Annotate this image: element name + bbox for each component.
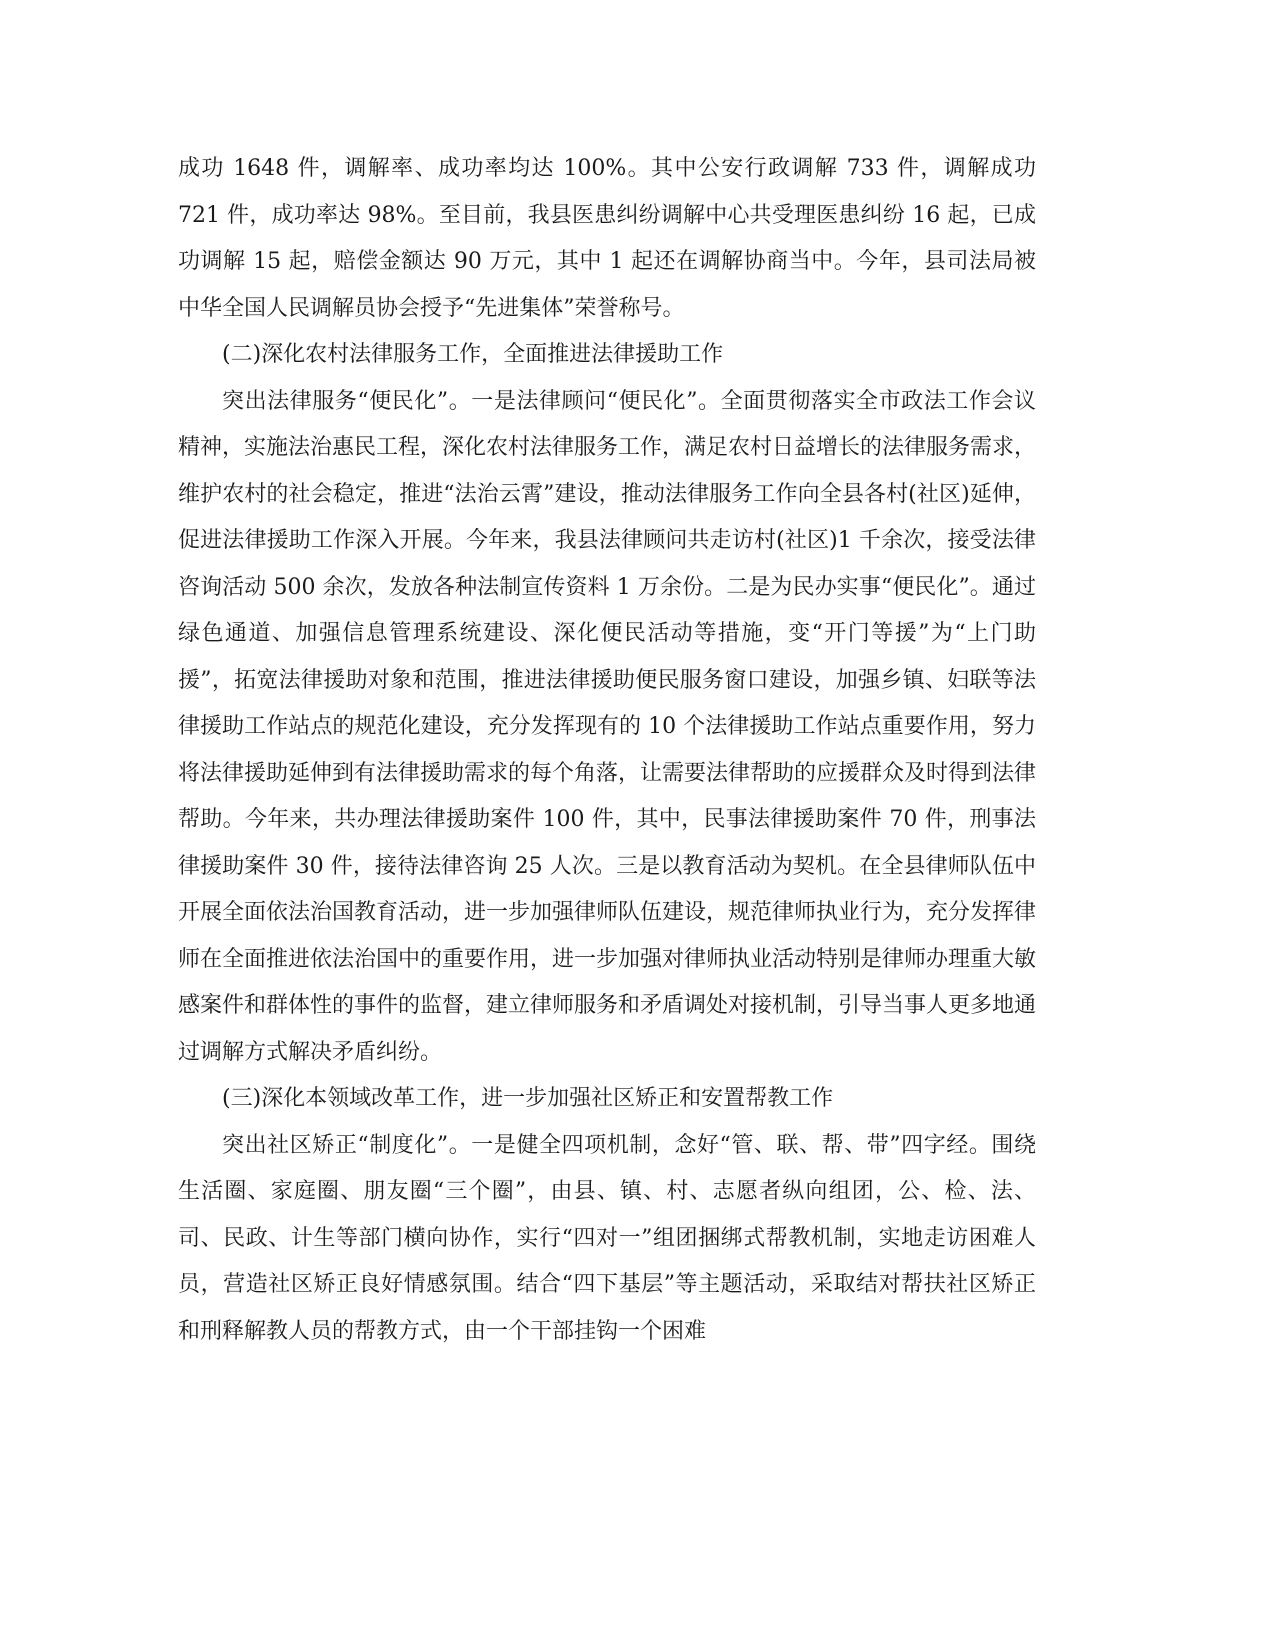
document-body [178,146,1036,1355]
paragraph-community-correction: 突出社区矫正“制度化”。一是健全四项机制，念好“管、联、帮、带”四字经。围绕生活圈、家庭圈、朋友圈“三个圈”，由县、镇、村、志愿者纵向组团，公、检、法、司、民政、计生等部门横向协作，实行“四对一”组团捆绑式帮教机制，实地走访困难人员，营造社区矫正良好情感氛围。结合“四下基层”等主题活动，采取结对帮扶社区矫正和刑释解教人员的帮教方式，由一个干部挂钩一个困难 [178,1132,1036,1344]
section-heading-3: (三)深化本领域改革工作，进一步加强社区矫正和安置帮教工作 [222,1086,834,1111]
paragraph-mediation-results: 成功 1648 件，调解率、成功率均达 100%。其中公安行政调解 733 件，调解成功 721 件，成功率达 98%。至目前，我县医患纠纷调解中心共受理医患纠纷 16 起，已成功调解 15 起，赔偿金额达 90 万元，其中 1 起还在调解协商当中。今年，县司法局被中华全国人民调解员协会授予“先进集体”荣誉称号。 [178,156,1036,321]
paragraph-legal-services: 突出法律服务“便民化”。一是法律顾问“便民化”。全面贯彻落实全市政法工作会议精神，实施法治惠民工程，深化农村法律服务工作，满足农村日益增长的法律服务需求，维护农村的社会稳定，推进“法治云霄”建设，推动法律服务工作向全县各村(社区)延伸，促进法律援助工作深入开展。今年来，我县法律顾问共走访村(社区)1 千余次，接受法律咨询活动 500 余次，发放各种法制宣传资料 1 万余份。二是为民办实事“便民化”。通过绿色通道、加强信息管理系统建设、深化便民活动等措施，变“开门等援”为“上门助援”，拓宽法律援助对象和范围，推进法律援助便民服务窗口建设，加强乡镇、妇联等法律援助工作站点的规范化建设，充分发挥现有的 10 个法律援助工作站点重要作用，努力将法律援助延伸到有法律援助需求的每个角落，让需要法律帮助的应援群众及时得到法律帮助。今年来，共办理法律援助案件 100 件，其中，民事法律援助案件 70 件，刑事法律援助案件 30 件，接待法律咨询 25 人次。三是以教育活动为契机。在全县律师队伍中开展全面依法治国教育活动，进一步加强律师队伍建设，规范律师执业行为，充分发挥律师在全面推进依法治国中的重要作用，进一步加强对律师执业活动特别是律师办理重大敏感案件和群体性的事件的监督，建立律师服务和矛盾调处对接机制，引导当事人更多地通过调解方式解决矛盾纠纷。 [178,388,1037,1065]
section-heading-2: (二)深化农村法律服务工作，全面推进法律援助工作 [222,342,724,367]
